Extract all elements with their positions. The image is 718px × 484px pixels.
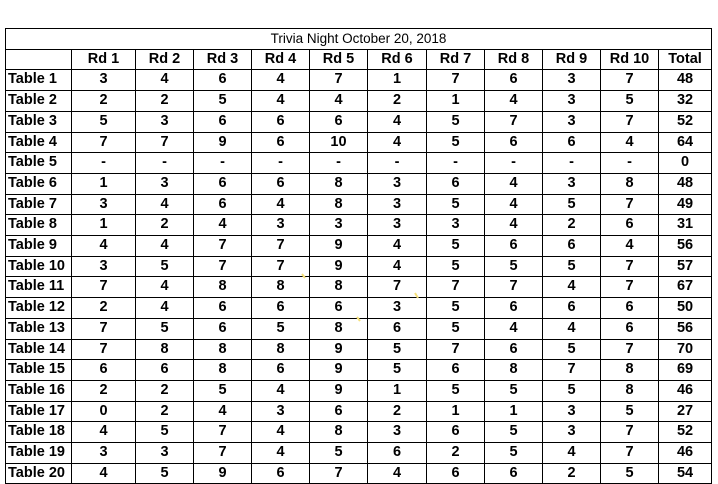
table-row: [6, 132, 712, 153]
score-cell: 4: [194, 215, 252, 236]
score-cell: 8: [310, 173, 368, 194]
score-cell: 6: [485, 236, 543, 257]
score-cell: 9: [194, 132, 252, 153]
score-cell: 4: [252, 422, 310, 443]
score-cell: 6: [194, 173, 252, 194]
score-cell: 3: [310, 215, 368, 236]
score-cell: 8: [252, 277, 310, 298]
score-cell: 4: [252, 443, 310, 464]
row-label: Table 5: [6, 153, 72, 174]
score-table: [5, 28, 712, 484]
score-cell: 4: [368, 463, 427, 484]
table-row: [6, 70, 712, 91]
score-cell: -: [368, 153, 427, 174]
table-row: [6, 360, 712, 381]
score-cell: 7: [601, 443, 659, 464]
total-cell: 50: [659, 298, 712, 319]
score-cell: 5: [368, 360, 427, 381]
score-cell: 7: [601, 339, 659, 360]
score-cell: 3: [136, 173, 194, 194]
score-cell: 9: [310, 236, 368, 257]
score-cell: 5: [427, 380, 485, 401]
total-cell: 57: [659, 256, 712, 277]
score-cell: 7: [194, 256, 252, 277]
score-cell: 7: [601, 194, 659, 215]
score-cell: 4: [368, 111, 427, 132]
score-cell: 3: [136, 111, 194, 132]
total-cell: 56: [659, 236, 712, 257]
table-row: [6, 277, 712, 298]
row-label: Table 7: [6, 194, 72, 215]
score-cell: 4: [543, 318, 601, 339]
score-cell: 6: [485, 339, 543, 360]
score-cell: 3: [543, 91, 601, 112]
score-cell: 2: [136, 380, 194, 401]
table-row: [6, 173, 712, 194]
score-cell: 6: [310, 111, 368, 132]
score-cell: -: [485, 153, 543, 174]
score-cell: 5: [194, 380, 252, 401]
score-cell: 2: [427, 443, 485, 464]
table-row: [6, 91, 712, 112]
score-cell: 5: [252, 318, 310, 339]
score-cell: 8: [310, 318, 368, 339]
score-cell: 4: [543, 443, 601, 464]
total-cell: 0: [659, 153, 712, 174]
score-cell: 6: [543, 236, 601, 257]
table-row: [6, 339, 712, 360]
score-cell: 8: [136, 339, 194, 360]
score-cell: 1: [72, 173, 136, 194]
total-cell: 54: [659, 463, 712, 484]
score-cell: 5: [543, 339, 601, 360]
table-row: [6, 380, 712, 401]
score-cell: 4: [72, 463, 136, 484]
score-cell: 8: [601, 380, 659, 401]
score-cell: 9: [310, 256, 368, 277]
score-cell: 8: [194, 360, 252, 381]
column-header: Rd 6: [368, 49, 427, 70]
column-header: Rd 10: [601, 49, 659, 70]
score-cell: 3: [72, 256, 136, 277]
score-cell: 4: [310, 91, 368, 112]
score-cell: 3: [543, 401, 601, 422]
total-cell: 48: [659, 173, 712, 194]
score-cell: 4: [543, 277, 601, 298]
score-cell: 6: [601, 298, 659, 319]
total-cell: 46: [659, 380, 712, 401]
row-label: Table 19: [6, 443, 72, 464]
score-cell: -: [543, 153, 601, 174]
score-cell: 3: [543, 70, 601, 91]
row-label: Table 10: [6, 256, 72, 277]
total-cell: 48: [659, 70, 712, 91]
score-cell: 7: [252, 256, 310, 277]
score-cell: 6: [194, 318, 252, 339]
table-row: [6, 194, 712, 215]
score-cell: 7: [601, 70, 659, 91]
score-cell: 5: [427, 298, 485, 319]
total-cell: 49: [659, 194, 712, 215]
score-cell: 5: [427, 194, 485, 215]
score-cell: 7: [485, 111, 543, 132]
score-cell: 5: [601, 463, 659, 484]
score-cell: 3: [543, 111, 601, 132]
score-cell: -: [72, 153, 136, 174]
score-cell: 4: [252, 194, 310, 215]
score-cell: 6: [543, 132, 601, 153]
score-cell: 6: [368, 318, 427, 339]
score-cell: 3: [72, 194, 136, 215]
total-cell: 32: [659, 91, 712, 112]
table-row: [6, 443, 712, 464]
score-cell: 2: [72, 91, 136, 112]
score-cell: -: [601, 153, 659, 174]
score-cell: 7: [601, 256, 659, 277]
score-cell: 2: [72, 298, 136, 319]
score-cell: 6: [427, 360, 485, 381]
score-cell: 5: [72, 111, 136, 132]
header-row: [6, 49, 712, 70]
score-cell: 6: [601, 318, 659, 339]
score-cell: 4: [485, 215, 543, 236]
score-table-body: [6, 29, 712, 484]
score-cell: 6: [310, 401, 368, 422]
score-cell: 2: [368, 401, 427, 422]
row-label: Table 4: [6, 132, 72, 153]
score-cell: -: [136, 153, 194, 174]
score-cell: 7: [601, 111, 659, 132]
score-cell: 7: [194, 236, 252, 257]
score-cell: 6: [194, 298, 252, 319]
score-cell: 5: [136, 463, 194, 484]
score-cell: 5: [427, 111, 485, 132]
score-cell: 2: [136, 215, 194, 236]
row-label: Table 9: [6, 236, 72, 257]
score-cell: 5: [427, 132, 485, 153]
score-cell: 6: [310, 298, 368, 319]
score-cell: 6: [194, 111, 252, 132]
row-label: Table 13: [6, 318, 72, 339]
score-cell: 7: [72, 339, 136, 360]
score-cell: 4: [485, 318, 543, 339]
score-cell: 4: [601, 236, 659, 257]
score-cell: 6: [72, 360, 136, 381]
total-cell: 70: [659, 339, 712, 360]
score-cell: 4: [136, 277, 194, 298]
table-row: [6, 215, 712, 236]
column-header: Rd 9: [543, 49, 601, 70]
score-cell: 7: [310, 70, 368, 91]
score-sheet: [5, 28, 711, 484]
score-cell: 8: [601, 173, 659, 194]
column-header: Rd 7: [427, 49, 485, 70]
score-cell: 7: [72, 318, 136, 339]
score-cell: 8: [310, 277, 368, 298]
score-cell: 3: [543, 173, 601, 194]
score-cell: 5: [427, 236, 485, 257]
score-cell: 6: [194, 70, 252, 91]
row-label: Table 12: [6, 298, 72, 319]
score-cell: 6: [252, 298, 310, 319]
row-label: Table 17: [6, 401, 72, 422]
score-cell: 7: [72, 277, 136, 298]
total-cell: 52: [659, 422, 712, 443]
score-cell: 3: [252, 401, 310, 422]
score-cell: 2: [543, 215, 601, 236]
column-header: Rd 1: [72, 49, 136, 70]
score-cell: 9: [310, 339, 368, 360]
column-header: Rd 4: [252, 49, 310, 70]
score-cell: 4: [136, 236, 194, 257]
table-row: [6, 401, 712, 422]
score-cell: 6: [427, 463, 485, 484]
score-cell: 7: [427, 70, 485, 91]
row-label: Table 14: [6, 339, 72, 360]
score-cell: -: [252, 153, 310, 174]
score-cell: 2: [136, 401, 194, 422]
score-cell: 4: [136, 194, 194, 215]
score-cell: 6: [543, 298, 601, 319]
score-cell: 3: [72, 443, 136, 464]
score-cell: 1: [368, 70, 427, 91]
score-cell: 6: [194, 194, 252, 215]
row-label: Table 20: [6, 463, 72, 484]
score-cell: 6: [485, 132, 543, 153]
score-cell: 4: [485, 91, 543, 112]
score-cell: 6: [601, 215, 659, 236]
total-cell: 31: [659, 215, 712, 236]
score-cell: 4: [72, 236, 136, 257]
score-cell: 1: [485, 401, 543, 422]
score-cell: 2: [72, 380, 136, 401]
score-cell: 4: [194, 401, 252, 422]
score-cell: 5: [485, 443, 543, 464]
score-cell: 5: [427, 256, 485, 277]
score-cell: 4: [136, 70, 194, 91]
header-corner: [6, 49, 72, 70]
score-cell: 9: [194, 463, 252, 484]
row-label: Table 18: [6, 422, 72, 443]
score-cell: 4: [252, 91, 310, 112]
score-cell: 4: [136, 298, 194, 319]
score-cell: 3: [368, 422, 427, 443]
column-header: Rd 2: [136, 49, 194, 70]
score-cell: 9: [310, 380, 368, 401]
score-cell: 6: [485, 463, 543, 484]
score-cell: 5: [136, 256, 194, 277]
score-cell: 7: [194, 422, 252, 443]
score-cell: 5: [601, 401, 659, 422]
total-cell: 46: [659, 443, 712, 464]
total-cell: 69: [659, 360, 712, 381]
score-cell: 3: [368, 215, 427, 236]
score-cell: 4: [72, 422, 136, 443]
total-cell: 27: [659, 401, 712, 422]
score-cell: 8: [252, 339, 310, 360]
score-cell: 7: [427, 277, 485, 298]
row-label: Table 3: [6, 111, 72, 132]
score-cell: 6: [252, 463, 310, 484]
score-cell: 8: [310, 194, 368, 215]
score-cell: 9: [310, 360, 368, 381]
row-label: Table 8: [6, 215, 72, 236]
score-cell: 4: [252, 380, 310, 401]
score-cell: 6: [252, 111, 310, 132]
column-header: Rd 5: [310, 49, 368, 70]
total-cell: 56: [659, 318, 712, 339]
total-cell: 52: [659, 111, 712, 132]
score-cell: 4: [368, 236, 427, 257]
score-cell: 6: [136, 360, 194, 381]
score-cell: 3: [543, 422, 601, 443]
score-cell: 7: [427, 339, 485, 360]
score-cell: 10: [310, 132, 368, 153]
score-cell: 5: [485, 422, 543, 443]
table-row: [6, 236, 712, 257]
score-cell: -: [194, 153, 252, 174]
table-row: [6, 463, 712, 484]
score-cell: 8: [601, 360, 659, 381]
score-cell: 2: [136, 91, 194, 112]
score-cell: 5: [136, 318, 194, 339]
score-cell: 1: [72, 215, 136, 236]
score-cell: 1: [368, 380, 427, 401]
score-cell: 7: [136, 132, 194, 153]
score-cell: 7: [310, 463, 368, 484]
score-cell: 1: [427, 91, 485, 112]
score-cell: 2: [368, 91, 427, 112]
score-cell: 7: [601, 277, 659, 298]
table-row: [6, 298, 712, 319]
score-cell: 4: [601, 132, 659, 153]
total-cell: 64: [659, 132, 712, 153]
score-cell: 6: [427, 173, 485, 194]
score-cell: 8: [310, 422, 368, 443]
score-cell: 6: [427, 422, 485, 443]
score-cell: 3: [136, 443, 194, 464]
column-header: Rd 8: [485, 49, 543, 70]
table-row: [6, 422, 712, 443]
score-cell: 6: [252, 173, 310, 194]
score-cell: 7: [252, 236, 310, 257]
column-header: Total: [659, 49, 712, 70]
row-label: Table 6: [6, 173, 72, 194]
score-cell: 3: [72, 70, 136, 91]
sheet-title: Trivia Night October 20, 2018: [6, 29, 712, 50]
score-cell: 6: [485, 298, 543, 319]
row-label: Table 11: [6, 277, 72, 298]
score-cell: 4: [485, 194, 543, 215]
score-cell: 4: [368, 256, 427, 277]
score-cell: 5: [485, 256, 543, 277]
score-cell: 4: [252, 70, 310, 91]
score-cell: 7: [543, 360, 601, 381]
score-cell: 5: [368, 339, 427, 360]
title-row: [6, 29, 712, 50]
row-label: Table 16: [6, 380, 72, 401]
score-cell: 6: [252, 360, 310, 381]
table-row: [6, 111, 712, 132]
score-cell: 6: [485, 70, 543, 91]
score-cell: 1: [427, 401, 485, 422]
score-cell: 5: [310, 443, 368, 464]
row-label: Table 15: [6, 360, 72, 381]
score-cell: 3: [252, 215, 310, 236]
score-cell: 7: [485, 277, 543, 298]
score-cell: 5: [543, 194, 601, 215]
score-cell: 3: [427, 215, 485, 236]
table-row: [6, 256, 712, 277]
score-cell: 3: [368, 298, 427, 319]
table-row: [6, 153, 712, 174]
score-cell: 8: [194, 277, 252, 298]
row-label: Table 1: [6, 70, 72, 91]
score-cell: 7: [368, 277, 427, 298]
score-cell: 5: [427, 318, 485, 339]
score-cell: 5: [136, 422, 194, 443]
score-cell: 7: [601, 422, 659, 443]
total-cell: 67: [659, 277, 712, 298]
score-cell: 5: [601, 91, 659, 112]
score-cell: 6: [368, 443, 427, 464]
row-label: Table 2: [6, 91, 72, 112]
score-cell: 5: [485, 380, 543, 401]
score-cell: 7: [72, 132, 136, 153]
score-cell: -: [310, 153, 368, 174]
score-cell: 4: [368, 132, 427, 153]
score-cell: -: [427, 153, 485, 174]
score-cell: 5: [194, 91, 252, 112]
score-cell: 5: [543, 380, 601, 401]
score-cell: 4: [485, 173, 543, 194]
score-cell: 0: [72, 401, 136, 422]
column-header: Rd 3: [194, 49, 252, 70]
table-row: [6, 318, 712, 339]
score-cell: 5: [543, 256, 601, 277]
score-cell: 2: [543, 463, 601, 484]
score-cell: 3: [368, 173, 427, 194]
score-cell: 6: [252, 132, 310, 153]
score-cell: 8: [485, 360, 543, 381]
score-cell: 3: [368, 194, 427, 215]
score-cell: 8: [194, 339, 252, 360]
score-cell: 7: [194, 443, 252, 464]
